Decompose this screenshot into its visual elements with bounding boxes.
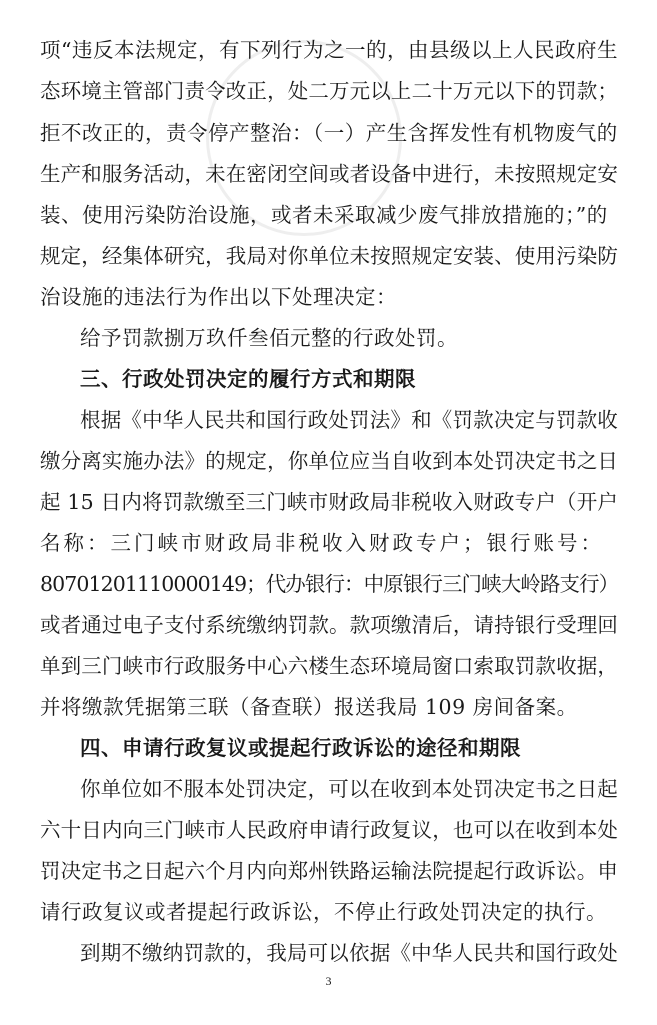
body-line: 起 15 日内将罚款缴至三门峡市财政局非税收入财政专户（开户 [40,490,619,514]
body-line: 根据《中华人民共和国行政处罚法》和《罚款决定与罚款收 [80,408,618,432]
page-number: 3 [325,974,332,988]
penalty-decision-line: 给予罚款捌万玖仟叁佰元整的行政处罚。 [80,326,458,350]
body-line: 拒不改正的，责令停产整治：（一）产生含挥发性有机物废气的 [40,121,618,145]
body-line: 六十日内向三门峡市人民政府申请行政复议，也可以在收到本处 [40,818,618,842]
body-line: 到期不缴纳罚款的，我局可以依据《中华人民共和国行政处 [80,941,618,965]
body-line: 生产和服务活动，未在密闭空间或者设备中进行，未按照规定安 [40,162,618,186]
body-line: 缴分离实施办法》的规定，你单位应当自收到本处罚决定书之日 [40,449,618,473]
body-line: 并将缴款凭据第三联（备查联）报送我局 109 房间备案。 [40,695,578,719]
body-line: 规定，经集体研究，我局对你单位未按照规定安装、使用污染防 [40,244,618,268]
body-line: 态环境主管部门责令改正，处二万元以上二十万元以下的罚款； [40,79,618,103]
body-line: 罚决定书之日起六个月内向郑州铁路运输法院提起行政诉讼。申 [40,859,618,883]
body-line: 你单位如不服本处罚决定，可以在收到本处罚决定书之日起 [80,777,618,801]
body-line: 名称：三门峡市财政局非税收入财政专户；银行账号： [40,531,604,555]
section-heading-3: 三、行政处罚决定的履行方式和期限 [80,367,416,391]
body-line: 请行政复议或者提起行政诉讼，不停止行政处罚决定的执行。 [40,900,607,924]
body-line: 单到三门峡市行政服务中心六楼生态环境局窗口索取罚款收据， [40,654,618,678]
body-line: 治设施的违法行为作出以下处理决定： [40,285,397,309]
section-heading-4: 四、申请行政复议或提起行政诉讼的途径和期限 [80,736,521,760]
body-line: 或者通过电子支付系统缴纳罚款。款项缴清后，请持银行受理回 [40,613,618,637]
body-line: 项“违反本法规定，有下列行为之一的，由县级以上人民政府生 [40,38,618,62]
body-line: 80701201110000149；代办银行：中原银行三门峡大岭路支行） [40,572,619,596]
body-line: 装、使用污染防治设施，或者未采取减少废气排放措施的；”的 [40,203,608,227]
